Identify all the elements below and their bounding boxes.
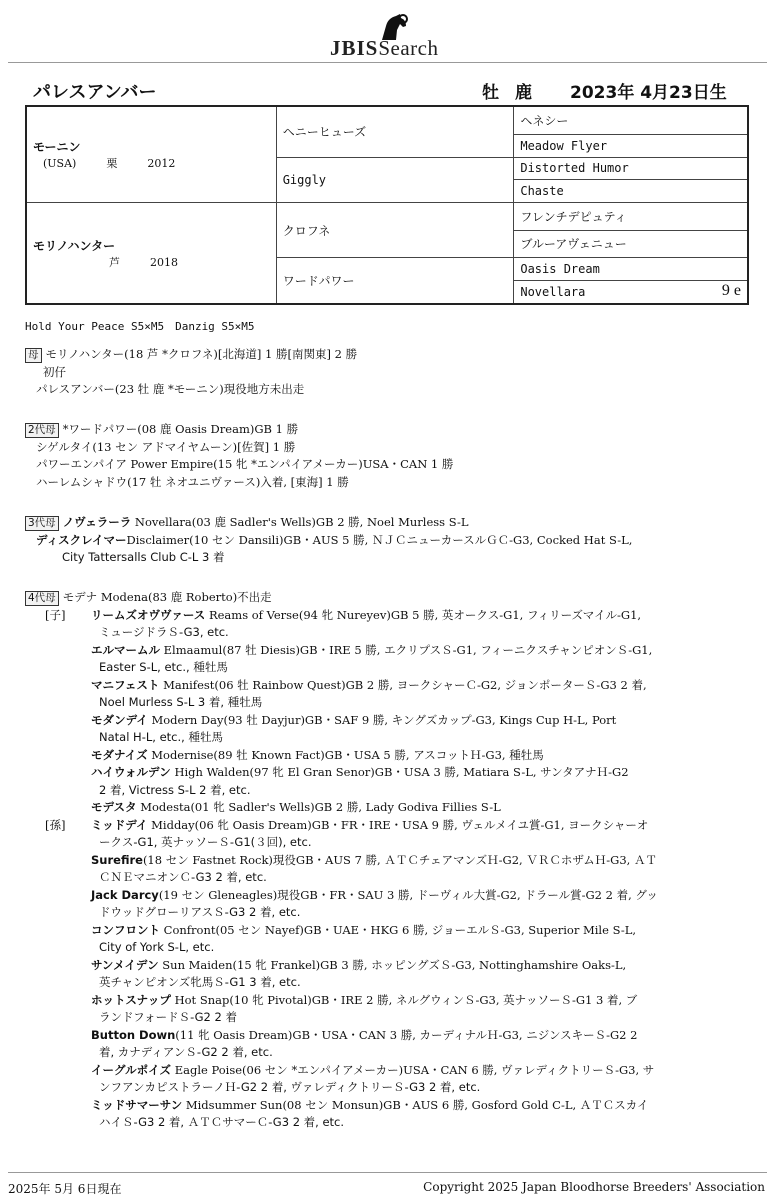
- third-dam-name[interactable]: ノヴェラーラ: [62, 515, 132, 529]
- progeny-record: ミュージドラＳ-G3, etc.: [99, 625, 229, 639]
- progeny-continuation: [25, 1009, 765, 1027]
- progeny-record: Easter S-L, etc., 種牡馬: [99, 660, 228, 674]
- progeny-record: Sun Maiden(15 牝 Frankel)GB 3 勝, ホッピングズＳ-G3, Nottinghamshire Oaks-L,: [158, 957, 627, 972]
- progeny-continuation: [25, 904, 765, 922]
- progeny-name[interactable]: サンメイデン: [91, 957, 159, 972]
- progeny-continuation: [25, 1044, 765, 1062]
- horse-birth: 2023年 4月23日生: [570, 83, 727, 103]
- pedigree-ss[interactable]: ヘニーヒューズ: [276, 106, 514, 157]
- site-logo[interactable]: [330, 36, 439, 61]
- fourth-dam-lines: [25, 607, 765, 1132]
- disclaimer-record: Disclaimer(10 セン Dansili)GB・AUS 5 勝, ＮＪＣニューカースルＧＣ-G3, Cocked Hat S-L,: [126, 532, 633, 547]
- progeny-record: Modesta(01 牝 Sadler's Wells)GB 2 勝, Lady Godiva Fillies S-L: [136, 800, 501, 814]
- progeny-entry: [25, 852, 765, 870]
- logo-jbis: JBIS: [330, 36, 379, 60]
- progeny-record: (11 牝 Oasis Dream)GB・USA・CAN 3 勝, カーディナルＨ-G3, ニジンスキーＳ-G2 2: [175, 1027, 638, 1042]
- children-label: [子]: [45, 607, 66, 622]
- sire-color: 栗: [106, 157, 118, 171]
- fourth-dam-head: モデナ Modena(83 鹿 Roberto)不出走: [62, 590, 272, 604]
- horse-info: [482, 78, 743, 103]
- progeny-record: 2 着, Victress S-L 2 着, etc.: [99, 782, 251, 797]
- footer-copyright: Copyright 2025 Japan Bloodhorse Breeders' Association: [423, 1180, 765, 1194]
- footer-divider: [8, 1172, 767, 1173]
- grandchildren-label: [孫]: [45, 817, 66, 832]
- progeny-continuation: [25, 659, 765, 677]
- progeny-continuation: [25, 782, 765, 800]
- progeny-name[interactable]: ホットスナップ: [91, 992, 171, 1007]
- progeny-name[interactable]: ミッドサマーサン: [91, 1097, 183, 1112]
- family-number: 9 e: [721, 281, 741, 299]
- progeny-record: Noel Murless S-L 3 着, 種牡馬: [99, 695, 263, 709]
- progeny-name[interactable]: リームズオヴヴァース: [91, 607, 206, 622]
- horse-sex: 牡: [482, 83, 499, 103]
- horse-name: パレスアンバー: [33, 82, 157, 103]
- progeny-record: Confront(05 セン Nayef)GB・UAE・HKG 6 勝, ジョーエルＳ-G3, Superior Mile S-L,: [160, 922, 637, 937]
- dam-name[interactable]: モリノハンター: [33, 238, 116, 253]
- progeny-continuation: [25, 869, 765, 887]
- horse-color: 鹿: [515, 83, 532, 103]
- progeny-continuation: [25, 1079, 765, 1097]
- progeny-entry: [25, 677, 765, 695]
- progeny-entry: [25, 1027, 765, 1045]
- progeny-continuation: [25, 939, 765, 957]
- third-dam-section: [25, 514, 765, 567]
- second-dam-tag: 2代母: [25, 423, 59, 438]
- dam-line-2: 初仔: [43, 364, 66, 379]
- third-dam-tag: 3代母: [25, 516, 59, 531]
- dam-line-1: モリノハンター(18 芦 *クロフネ)[北海道] 1 勝[南関東] 2 勝: [45, 347, 358, 361]
- progeny-continuation: [25, 1114, 765, 1132]
- dam-tag: 母: [25, 348, 42, 363]
- progeny-continuation: [25, 624, 765, 642]
- progeny-record: Eagle Poise(06 セン *エンパイアメーカー)USA・CAN 6 勝, ヴァレディクトリーＳ-G3, サ: [171, 1062, 655, 1077]
- pedigree-table: [25, 105, 749, 305]
- progeny-record: ランドフォードＳ-G2 2 着: [99, 1010, 238, 1024]
- progeny-entry: [25, 764, 765, 782]
- third-dam-record: Novellara(03 鹿 Sadler's Wells)GB 2 勝, Noel Murless S-L: [131, 515, 469, 529]
- progeny-record: 英チャンピオンズ牝馬Ｓ-G1 3 着, etc.: [99, 975, 301, 989]
- inbreeding-note: Hold Your Peace S5×M5 Danzig S5×M5: [25, 320, 255, 333]
- progeny-entry: [25, 712, 765, 730]
- progeny-record: ＣＮＥマニオンＣ-G3 2 着, etc.: [99, 870, 267, 884]
- progeny-record: Elmaamul(87 牡 Diesis)GB・IRE 5 勝, エクリプスＳ-G1, フィーニクスチャンピオンＳ-G1,: [160, 642, 653, 657]
- progeny-record: High Walden(97 牝 El Gran Senor)GB・USA 3 勝, Matiara S-L, サンタアナＨ-G2: [170, 765, 629, 779]
- progeny-record: Modern Day(93 牡 Dayjur)GB・SAF 9 勝, キングズカップ-G3, Kings Cup H-L, Port: [147, 712, 617, 727]
- pedigree-ssd[interactable]: Meadow Flyer: [514, 134, 748, 157]
- dam-line-3: パレスアンバー(23 牡 鹿 *モーニン)現役地方未出走: [36, 382, 305, 396]
- progeny-continuation: [25, 834, 765, 852]
- progeny-name[interactable]: Button Down: [91, 1027, 176, 1042]
- progeny-name[interactable]: イーグルポイズ: [91, 1062, 172, 1077]
- progeny-name[interactable]: マニフェスト: [91, 677, 160, 692]
- sire-details: [43, 155, 270, 171]
- pedigree-sds[interactable]: Distorted Humor: [514, 157, 748, 180]
- dam-color: 芦: [109, 255, 120, 269]
- progeny-name[interactable]: エルマームル: [91, 642, 160, 657]
- progeny-entry: [25, 887, 765, 905]
- site-header: [0, 6, 775, 60]
- pedigree-sd[interactable]: Giggly: [276, 157, 514, 203]
- second-dam-line-1: *ワードパワー(08 鹿 Oasis Dream)GB 1 勝: [62, 422, 299, 436]
- progeny-entry: [25, 799, 765, 817]
- pedigree-dds[interactable]: Oasis Dream: [514, 258, 748, 281]
- progeny-record: Modernise(89 牡 Known Fact)GB・USA 5 勝, アスコットＨ-G3, 種牡馬: [147, 747, 544, 762]
- progeny-record: 着, カナディアンＳ-G2 2 着, etc.: [99, 1045, 273, 1059]
- progeny-record: City of York S-L, etc.: [99, 940, 215, 954]
- second-dam-line-3: パワーエンパイア Power Empire(15 牝 *エンパイアメーカー)USA・CAN 1 勝: [36, 457, 454, 471]
- progeny-record: (18 セン Fastnet Rock)現役GB・AUS 7 勝, ＡＴＣチェアマンズＨ-G2, ＶＲＣホザムＨ-G3, ＡＴ: [142, 852, 657, 867]
- progeny-name[interactable]: ハイウォルデン: [91, 765, 171, 779]
- progeny-entry: [25, 922, 765, 940]
- second-dam-line-4: ハーレムシャドウ(17 牡 ネオユニヴァース)入着, [東海] 1 勝: [36, 474, 349, 489]
- progeny-record: ドウッドグローリアスＳ-G3 2 着, etc.: [99, 905, 301, 919]
- progeny-name[interactable]: モダナイズ: [91, 747, 148, 762]
- progeny-name[interactable]: Surefire: [91, 852, 143, 867]
- progeny-entry: [25, 607, 765, 625]
- footer-date: 2025年 5月 6日現在: [8, 1182, 122, 1196]
- pedigree-ds[interactable]: クロフネ: [276, 203, 514, 258]
- sire-year: 2012: [147, 157, 176, 171]
- logo-search: Search: [378, 36, 439, 60]
- progeny-record: Manifest(06 牡 Rainbow Quest)GB 2 勝, ヨークシャーＣ-G2, ジョンポーターＳ-G3 2 着,: [159, 677, 647, 692]
- pedigree-dsd[interactable]: ブルーアヴェニュー: [514, 230, 748, 257]
- progeny-entry: [25, 747, 765, 765]
- progeny-record: (19 セン Gleneagles)現役GB・FR・SAU 3 勝, ドーヴィル大賞-G2, ドラール賞-G2 2 着, グッ: [158, 887, 658, 902]
- second-dam-line-2: シゲルタイ(13 セン アドマイヤムーン)[佐賀] 1 勝: [36, 439, 296, 454]
- progeny-entry: [25, 642, 765, 660]
- third-dam-line-3: City Tattersalls Club C-L 3 着: [62, 550, 225, 564]
- header-divider: [8, 62, 767, 63]
- progeny-record: Natal H-L, etc., 種牡馬: [99, 730, 223, 744]
- pedigree-dss[interactable]: フレンチデピュティ: [514, 203, 748, 230]
- second-dam-section: [25, 421, 765, 491]
- progeny-record: Midday(06 牝 Oasis Dream)GB・FR・IRE・USA 9 勝, ヴェルメイユ賞-G1, ヨークシャーオ: [147, 817, 649, 832]
- pedigree-sdd[interactable]: Chaste: [514, 180, 748, 203]
- disclaimer-name[interactable]: ディスクレイマー: [36, 532, 127, 547]
- progeny-entry: [25, 1062, 765, 1080]
- fourth-dam-section: [25, 589, 765, 1132]
- progeny-record: Hot Snap(10 牝 Pivotal)GB・IRE 2 勝, ネルグウィンＳ-G3, 英ナッソーＳ-G1 3 着, ブ: [170, 992, 638, 1007]
- pedigree-ddd-name: Novellara: [520, 284, 586, 299]
- progeny-continuation: [25, 974, 765, 992]
- progeny-entry: [25, 817, 765, 835]
- pedigree-dd[interactable]: ワードパワー: [276, 258, 514, 304]
- progeny-name[interactable]: Jack Darcy: [91, 887, 159, 902]
- progeny-entry: [25, 992, 765, 1010]
- progeny-record: Midsummer Sun(08 セン Monsun)GB・AUS 6 勝, Gosford Gold C-L, ＡＴＣスカイ: [182, 1097, 649, 1112]
- progeny-name[interactable]: ミッドデイ: [91, 817, 148, 832]
- pedigree-sire: [26, 106, 276, 203]
- progeny-name[interactable]: モダンデイ: [91, 712, 148, 727]
- progeny-continuation: [25, 694, 765, 712]
- progeny-name[interactable]: モデスタ: [91, 800, 137, 814]
- progeny-record: ークス-G1, 英ナッソーＳ-G1(３回), etc.: [99, 835, 312, 849]
- fourth-dam-tag: 4代母: [25, 591, 59, 606]
- progeny-entry: [25, 957, 765, 975]
- progeny-entry: [25, 1097, 765, 1115]
- sire-country: (USA): [43, 157, 77, 171]
- pedigree-ddd[interactable]: [514, 280, 748, 304]
- progeny-name[interactable]: コンフロント: [91, 922, 160, 937]
- dam-details: [109, 254, 270, 270]
- progeny-record: ンフアンカピストラーノＨ-G2 2 着, ヴァレディクトリーＳ-G3 2 着, etc.: [99, 1080, 481, 1094]
- dam-year: 2018: [150, 255, 178, 269]
- dam-section: [25, 346, 765, 399]
- progeny-continuation: [25, 729, 765, 747]
- pedigree-dam: [26, 203, 276, 304]
- pedigree-sss[interactable]: ヘネシー: [514, 106, 748, 134]
- progeny-record: ハイＳ-G3 2 着, ＡＴＣサマーＣ-G3 2 着, etc.: [99, 1115, 345, 1129]
- progeny-record: Reams of Verse(94 牝 Nureyev)GB 5 勝, 英オークス-G1, フィリーズマイル-G1,: [205, 607, 642, 622]
- sire-name[interactable]: モーニン: [33, 140, 81, 155]
